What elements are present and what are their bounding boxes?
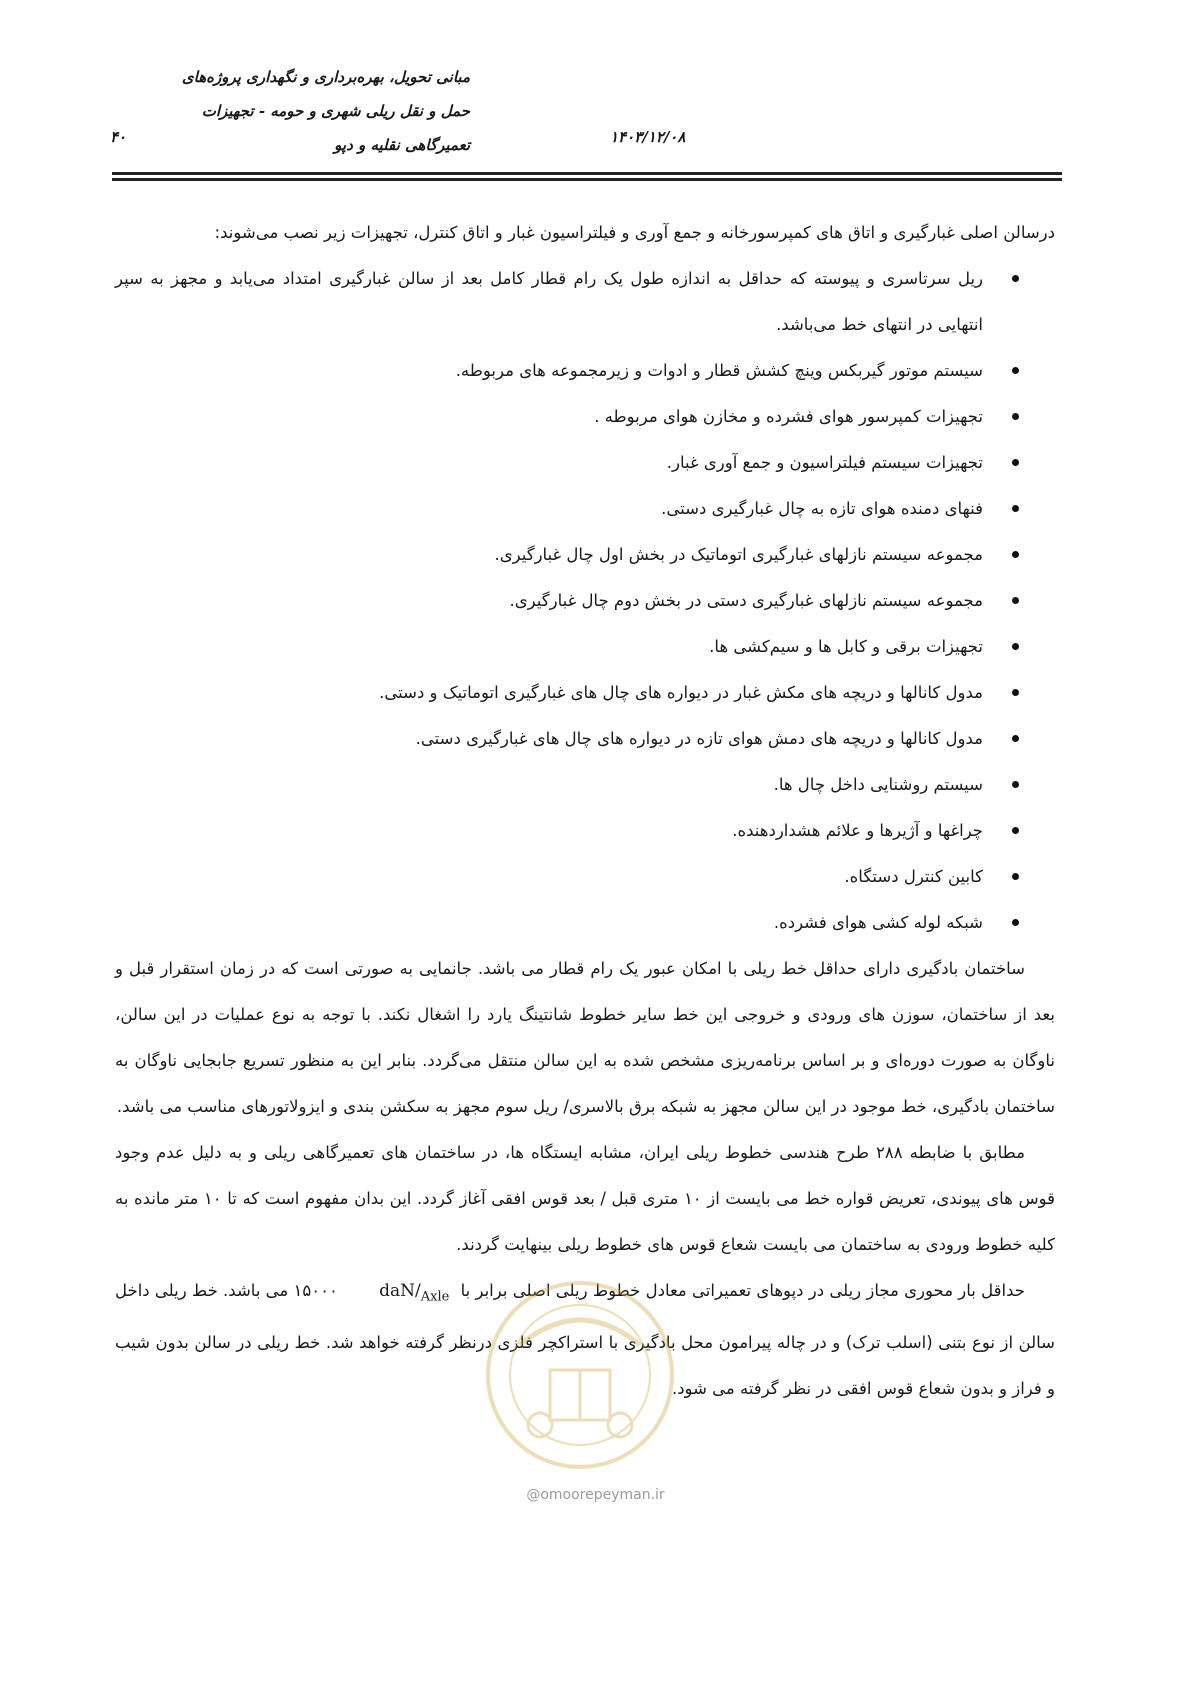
list-item: تجهیزات کمپرسور هوای فشرده و مخازن هوای مربوطه . [115,394,1055,440]
paragraph-axle-load: حداقل بار محوری مجاز ریلی در دپوهای تعمیراتی معادل خطوط ریلی اصلی برابر با daN/$_{Axle}$ ۱۵۰۰۰ می باشد. خط ریلی داخل سالن از نوع بتنی (اسلب ترک) و در چاله پیرامون محل بادگیری با استراکچر فلزی درنظر گرفته خواهد شد. خط ریلی در سالن بدون شیب و فراز و بدون شعاع قوس افقی در نظر گرفته می شود. [115,1268,1055,1412]
list-item: مدول کانالها و دریچه های مکش غبار در دیواره های چال های غبارگیری اتوماتیک و دستی. [115,670,1055,716]
list-item: ریل سرتاسری و پیوسته که حداقل به اندازه طول یک رام قطار کامل بعد از سالن غبارگیری امتداد می‌یابد و مجهز به سپر انتهایی در انتهای خط می‌باشد. [115,256,1055,348]
bullet-icon [1012,827,1019,834]
list-item: مجموعه سیستم نازلهای غبارگیری دستی در بخش دوم چال غبارگیری. [115,578,1055,624]
bullet-icon [1012,413,1019,420]
bullet-icon [1012,459,1019,466]
list-item: سیستم موتور گیربکس وینچ کشش قطار و ادوات و زیرمجموعه های مربوطه. [115,348,1055,394]
page-number: ۴۰ [110,128,127,146]
header-rule-bottom [112,178,1062,181]
bullet-icon [1012,505,1019,512]
axle-load-unit: daN/$_{Axle}$ [379,1281,450,1305]
header-rule-top [112,172,1062,175]
bullet-icon [1012,689,1019,696]
document-body [115,210,1055,1412]
bullet-icon [1012,597,1019,604]
list-item: کابین کنترل دستگاه. [115,854,1055,900]
list-item: مجموعه سیستم نازلهای غبارگیری اتوماتیک در بخش اول چال غبارگیری. [115,532,1055,578]
page-header [110,60,1060,170]
list-item: سیستم روشنایی داخل چال ها. [115,762,1055,808]
list-item: تجهیزات سیستم فیلتراسیون و جمع آوری غبار. [115,440,1055,486]
title-line-1: مبانی تحویل، بهره‌برداری و نگهداری پروژه‌های [181,68,470,86]
document-date: ۱۴۰۳/۱۲/۰۸ [610,128,686,146]
intro-paragraph: درسالن اصلی غبارگیری و اتاق های کمپرسورخانه و جمع آوری و فیلتراسیون غبار و اتاق کنترل، تجهیزات زیر نصب می‌شوند: [214,223,1055,242]
title-line-2: حمل و نقل ریلی شهری و حومه - تجهیزات [201,102,470,120]
list-item: مدول کانالها و دریچه های دمش هوای تازه در دیواره های چال های غبارگیری دستی. [115,716,1055,762]
paragraph-shunting: ساختمان بادگیری دارای حداقل خط ریلی با امکان عبور یک رام قطار می باشد. جانمایی به صورتی است که در زمان استقرار قبل و بعد از ساختمان، سوزن های ورودی و خروجی این خط سایر خطوط شانتینگ یارد را اشغال نکند. با توجه به نوع عملیات در این سالن، ناوگان به صورت دوره‌ای و بر اساس برنامه‌ریزی مشخص شده به این سالن منتقل می‌گردد. بنابر این به منظور تسریع جابجایی ناوگان به ساختمان بادگیری، خط موجود در این سالن مجهز به شبکه برق بالاسری/ ریل سوم مجهز به سکشن بندی و ایزولاتورهای مناسب می باشد. [115,959,1055,1116]
bullet-icon [1012,367,1019,374]
bullet-icon [1012,275,1019,282]
bullet-icon [1012,551,1019,558]
watermark-site-text: @omoorepeyman.ir [526,1487,665,1503]
equipment-list [115,256,1055,946]
bullet-icon [1012,919,1019,926]
document-title [110,60,470,162]
list-item: فنهای دمنده هوای تازه به چال غبارگیری دستی. [115,486,1055,532]
list-item: شبکه لوله کشی هوای فشرده. [115,900,1055,946]
bullet-icon [1012,781,1019,788]
list-item: تجهیزات برقی و کابل ها و سیم‌کشی ها. [115,624,1055,670]
paragraph-curves: مطابق با ضابطه ۲۸۸ طرح هندسی خطوط ریلی ایران، مشابه ایستگاه ها، در ساختمان های تعمیرگاهی ریلی و به دلیل عدم وجود قوس های پیوندی، تعریض قواره خط می بایست از ۱۰ متری قبل / بعد قوس افقی آغاز گردد. این بدان مفهوم است که تا ۱۰ متر مانده به کلیه خطوط ورودی به ساختمان می بایست شعاع قوس های خطوط ریلی بینهایت گردند. [115,1143,1056,1254]
bullet-icon [1012,735,1019,742]
list-item: چراغها و آژیرها و علائم هشداردهنده. [115,808,1055,854]
bullet-icon [1012,873,1019,880]
bullet-icon [1012,643,1019,650]
axle-load-value: ۱۵۰۰۰ [293,1281,338,1300]
title-line-3: تعمیرگاهی نقلیه و دپو [334,136,470,154]
